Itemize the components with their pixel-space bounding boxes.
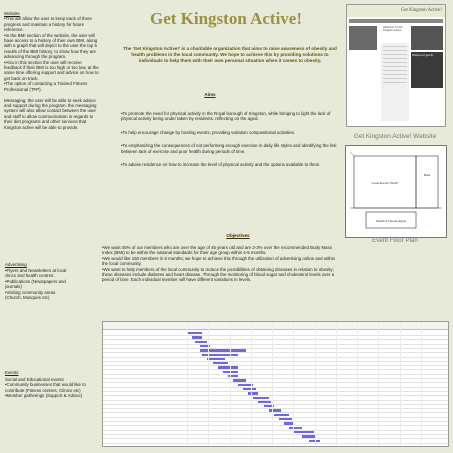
advertising-heading: Advertising [5,262,27,267]
gantt-chart [102,321,449,447]
page-title: Get Kingston Active! [149,9,303,28]
floor-plan-drawing [346,146,446,237]
gantt-bar [274,414,289,416]
gantt-gridline [272,322,273,446]
aim-item: •To advise residence on how to increase the level of physical activity and the options available to them. [121,162,321,168]
aim-item: •To emphasizing the consequences of not performing enough exercise in daily life styles and identifying the link between lack of exercise and poor health during periods of time. [121,143,337,154]
events-heading: Events [5,370,19,375]
gantt-gridline [230,322,231,446]
floor-plan-caption: Event Floor Plan [372,237,418,244]
gantt-bar [243,388,256,390]
gantt-gridline [400,322,401,446]
objectives-list [102,245,342,283]
gantt-bar [195,341,208,343]
objective-item: •We want to help members of the local community to reduce the possibilities of obtaining diseases in relation to obesity; these diseases include diabetes and heart disease. Through the monitoring of blood sugar and cholesterol levels over a period of time. Each individual member will have different variations in levels. [102,266,335,283]
site-shop-panel: Shops for get fit [411,52,443,88]
gantt-header [103,322,448,330]
website-screenshot [346,4,446,127]
advertising-body: •Flyers and Newsletters at local clincs and health centres. •Publications (Newspapers and journals) •Visiting community areas (Church, Mosques etc) [5,268,67,301]
website-caption: Get Kingston Active! Website [353,133,437,140]
gantt-bar [279,418,292,420]
gantt-gridline [251,322,252,446]
website-info [4,11,100,130]
gantt-gridline [336,322,337,446]
gantt-bar [253,397,268,399]
floor-plan-room-label: Mats [423,173,431,177]
website-body: •This will allow the user to keep track of there progress and maintain a history for future reference. •In the BMI section of the website, the user will have access to a history of their own BMI, along with a graph that will depict to the user the top 5 results of the BMI history, to show how they are advancing through the program. •Also in this section the user will receive feedback if their BMI is too high or too low, at the same time offering support and advice on how to get back on track. •The option of contacting a Trained Fitness Professional (TFP). Messaging; the user will be able to seek advice and support during the program. the messaging system will also allow contact between the user and staff to allow communication in regards to their diet programs and other services that Kingston active will be able to provide. [4,16,99,130]
gantt-gridline [421,322,422,446]
floor-plan [345,145,447,238]
gantt-gridline [315,322,316,446]
aim-item: •To help encourage change by hosting events, providing variation compositional activities. [121,129,296,135]
website-heading: Website [4,11,20,16]
objectives-heading: Objectives [226,233,250,238]
site-image-right [411,26,443,50]
gantt-gridline [187,322,188,446]
gantt-gridline [357,322,358,446]
gantt-bar [192,336,202,338]
gantt-bar [248,392,258,394]
gantt-bar [213,362,228,364]
gantt-gridline [208,322,209,446]
site-header [347,5,445,17]
site-title: Get Kingston Active! [400,8,442,13]
gantt-bar [207,358,225,360]
gantt-gridline [293,322,294,446]
gantt-gridline [378,322,379,446]
floor-plan-hall-label: Local Events (Sixth) [371,181,399,185]
gantt-row [103,439,448,444]
objective-item: •We want 45% of our members who are over the age of 45 years old and are 2-3% over the recommended Body Mass Index (BMI) to be within the national standards for their age group within 4-5 months. [102,245,332,256]
site-image-left [349,26,377,50]
objective-item: •We would like 150 members in 6 months; we hope to achieve this through the utilization of advertising online and within the local community. [102,255,336,267]
intro-text: The 'Get Kingston Active!' is a charitable organization that aims to raise awareness of obesity and health problems in the local community. We hope to achieve this by providing solutions to individuals to help them with their own personal situation when it comes to obesity. [123,46,337,63]
site-nav-bar [349,19,443,23]
gantt-bar [258,401,271,403]
site-welcome: Welcome To Get Kingston Active [383,26,403,33]
aim-item: •To promote the need for physical activity in the Royal borough of Kingston, while bringing to light the lack of physical activity being under taken by residents, reflecting on the aged. [121,111,331,122]
gantt-bar [218,366,238,368]
gantt-bar [200,349,246,351]
gantt-bar [294,431,314,433]
events-body: Social and Educational events •Community businesses that would like to contribute (Fitness centres, Clinics etc) •Member gatherings (Support & Advice) [5,377,86,399]
gantt-bar [289,427,302,429]
gantt-bar [269,409,282,411]
aims-heading: Aims [204,92,216,97]
gantt-bar [187,332,202,334]
gantt-bar [302,435,315,437]
floor-plan-bottom-label: Health & Fitness Equip [375,219,407,223]
site-body [381,43,409,121]
aims-list [121,111,341,175]
gantt-bar [233,379,246,381]
